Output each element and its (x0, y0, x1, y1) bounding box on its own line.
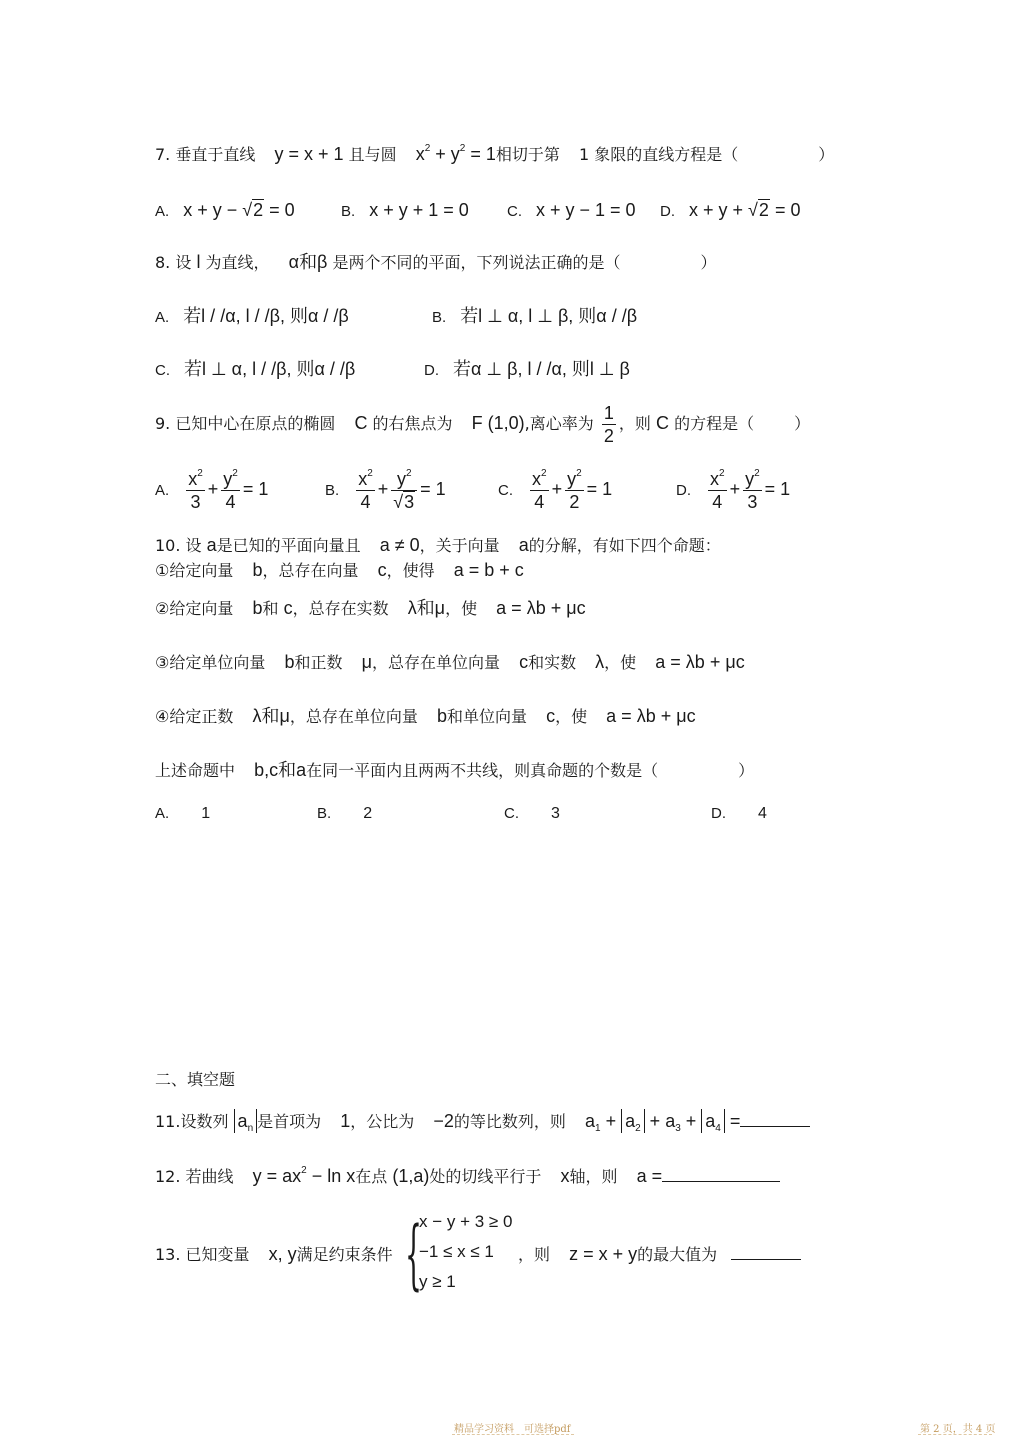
q8-option-b: B. 若l ⊥ α, l ⊥ β, 则α / /β (432, 306, 638, 326)
q7-option-d: D. x + y + √2 = 0 (660, 200, 801, 220)
q10-proposition-2: ②给定向量 b和 c，总存在实数 λ和μ，使 a = λb + μc (155, 598, 586, 618)
q10-option-d: D. 4 (711, 805, 767, 822)
q10-summary: 上述命题中 b,c和a在同一平面内且两两不共线，则真命题的个数是（ ） (155, 760, 755, 780)
footer-page-number: 第 2 页，共 4 页 (920, 1424, 996, 1435)
q10-proposition-3: ③给定单位向量 b和正数 μ，总存在单位向量 c和实数 λ，使 a = λb + μc (155, 652, 745, 672)
q7-quadrant: 1 (578, 145, 590, 164)
q10-option-a: A. 1 (155, 805, 211, 822)
q7-option-b: B. x + y + 1 = 0 (341, 200, 469, 220)
q9-option-d: D. $\frac{x^2}{4}$ + $\frac{y^2}{3}$ = 1 (676, 467, 791, 512)
q10-proposition-1: ①给定向量 b，总存在向量 c，使得 a = b + c (155, 560, 524, 580)
left-brace-icon: { (405, 1209, 422, 1298)
question-8: 8. 设 l 为直线， α和β 是两个不同的平面，下列说法正确的是（ ） (155, 252, 717, 272)
q10-option-c: C. 3 (504, 805, 560, 822)
q10-option-b: B. 2 (317, 805, 373, 822)
question-13: 13. 已知变量 x, y满足约束条件 (155, 1244, 393, 1264)
q9-option-c: C. $\frac{x^2}{4}$ + $\frac{y^2}{2}$ = 1 (498, 467, 613, 512)
q13-constraint-1: x − y + 3 ≥ 0 (419, 1212, 513, 1231)
q13-constraint-3: y ≥ 1 (419, 1272, 456, 1291)
q7-tail: 相切于第 (495, 145, 560, 164)
q7-lead: 7. 垂直于直线 (155, 145, 256, 164)
q7-circle-equation: $x^2 + y^2 = 1$ (415, 143, 496, 164)
question-12: 12. 若曲线 $y = ax^2 - \ln x$在点 (1,a)处的切线平行于 x轴，则 a = (155, 1164, 780, 1189)
question-9: 9. 已知中心在原点的椭圆 C 的右焦点为 F (1,0),离心率为 $\frac{1}{2}$ ，则 C 的方程是（ ） (155, 403, 811, 446)
q11-answer-blank[interactable] (740, 1112, 810, 1127)
question-11: 11.设数列 $a_n$ 是首项为 1，公比为 −2的等比数列，则 $a_1 + a_2 + a_3 + a_4$ = (155, 1109, 810, 1134)
q8-option-d: D. 若α ⊥ β, l / /α, 则l ⊥ β (424, 359, 630, 379)
q12-answer-blank[interactable] (662, 1167, 780, 1182)
q9-eccentricity-fraction: $\frac{1}{2}$ (603, 403, 614, 446)
q13-answer-blank[interactable] (731, 1245, 801, 1260)
question-7 (155, 142, 834, 167)
q7-line-equation: y = x + 1 (274, 144, 344, 164)
q13-objective: ，则 z = x + y的最大值为 (518, 1242, 801, 1267)
q7-option-c: C. x + y − 1 = 0 (507, 200, 636, 220)
q7-tail2: 象限的直线方程是（ (594, 145, 739, 164)
q9-option-b: B. $\frac{x^2}{4}$ + $\frac{y^2}{√3}$ = 1 (325, 467, 446, 512)
footer-source-note: 精品学习资料 可选择pdf (454, 1424, 571, 1435)
q7-close: ） (818, 145, 835, 164)
q13-constraint-2: −1 ≤ x ≤ 1 (419, 1242, 494, 1261)
q8-option-c: C. 若l ⊥ α, l / /β, 则α / /β (155, 359, 356, 379)
question-10: 10. 设 a是已知的平面向量且 a ≠ 0，关于向量 a的分解，有如下四个命题： (155, 535, 721, 555)
q7-option-a: A. x + y − √2 = 0 (155, 200, 295, 220)
footer-divider-right (918, 1434, 992, 1435)
footer-divider-left (452, 1434, 574, 1435)
q10-proposition-4: ④给定正数 λ和μ，总存在单位向量 b和单位向量 c，使 a = λb + μc (155, 706, 696, 726)
q9-option-a: A. $\frac{x^2}{3}$ + $\frac{y^2}{4}$ = 1 (155, 467, 269, 512)
q7-mid: 且与圆 (348, 145, 397, 164)
section-2-title: 二、填空题 (155, 1070, 236, 1089)
q8-option-a: A. 若l / /α, l / /β, 则α / /β (155, 306, 349, 326)
